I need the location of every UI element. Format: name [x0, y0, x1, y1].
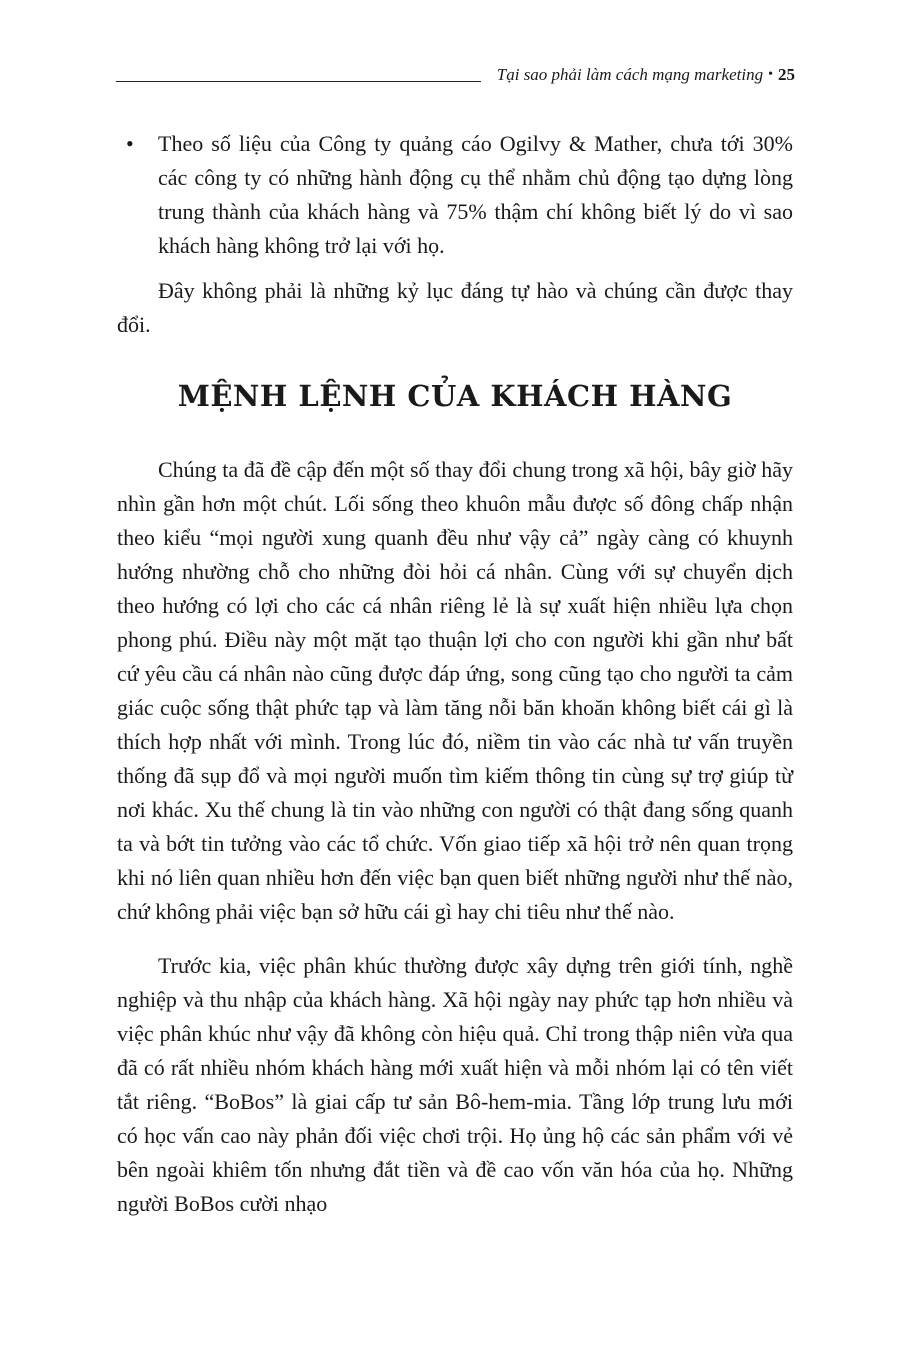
chapter-title: Tại sao phải làm cách mạng marketing: [496, 65, 764, 84]
bullet-text: Theo số liệu của Công ty quảng cáo Ogilvy & Mather, chưa tới 30% các công ty có những hành động cụ thể nhằm chủ động tạo dựng lòng trung thành của khách hàng và 75% thậm chí không biết lý do vì sao khách hàng không trở lại với họ.: [158, 131, 793, 258]
section-heading: MỆNH LỆNH CỦA KHÁCH HÀNG: [177, 379, 733, 413]
page-number: 25: [778, 65, 795, 84]
bullet-marker: •: [126, 131, 134, 156]
page-body: [117, 127, 793, 1221]
paragraph: Đây không phải là những kỷ lục đáng tự hào và chúng cần được thay đổi.: [117, 278, 793, 337]
paragraph: Chúng ta đã đề cập đến một số thay đổi chung trong xã hội, bây giờ hãy nhìn gần hơn một chút. Lối sống theo khuôn mẫu được số đông chấp nhận theo kiểu “mọi người xung quanh đều như vậy cả” ngày càng có khuynh hướng nhường chỗ cho những đòi hỏi cá nhân. Cùng với sự chuyển dịch theo hướng có lợi cho các cá nhân riêng lẻ là sự xuất hiện nhiều lựa chọn phong phú. Điều này một mặt tạo thuận lợi cho con người khi gần như bất cứ yêu cầu cá nhân nào cũng được đáp ứng, song cũng tạo cho người ta cảm giác cuộc sống thật phức tạp và làm tăng nỗi băn khoăn không biết cái gì là thích hợp nhất với mình. Trong lúc đó, niềm tin vào các nhà tư vấn truyền thống đã sụp đổ và mọi người muốn tìm kiếm thông tin cùng sự trợ giúp từ nơi khác. Xu thế chung là tin vào những con người có thật đang sống quanh ta và bớt tin tưởng vào các tổ chức. Vốn giao tiếp xã hội trở nên quan trọng khi nó liên quan nhiều hơn đến việc bạn quen biết những người như thế nào, chứ không phải việc bạn sở hữu cái gì hay chi tiêu như thế nào.: [117, 457, 793, 924]
running-header: [116, 62, 795, 88]
paragraph: Trước kia, việc phân khúc thường được xây dựng trên giới tính, nghề nghiệp và thu nhập của khách hàng. Xã hội ngày nay phức tạp hơn nhiều và việc phân khúc như vậy đã không còn hiệu quả. Chỉ trong thập niên vừa qua đã có rất nhiều nhóm khách hàng mới xuất hiện và mỗi nhóm lại có tên viết tắt riêng. “BoBos” là giai cấp tư sản Bô-hem-mia. Tầng lớp trung lưu mới có học vấn cao này phản đối việc chơi trội. Họ ủng hộ các sản phẩm với vẻ bên ngoài khiêm tốn nhưng đắt tiền và đề cao vốn văn hóa của họ. Những người BoBos cười nhạo: [117, 953, 793, 1216]
header-separator: •: [768, 67, 773, 82]
header-rule: [116, 81, 481, 82]
bullet-list-item: [117, 127, 793, 263]
